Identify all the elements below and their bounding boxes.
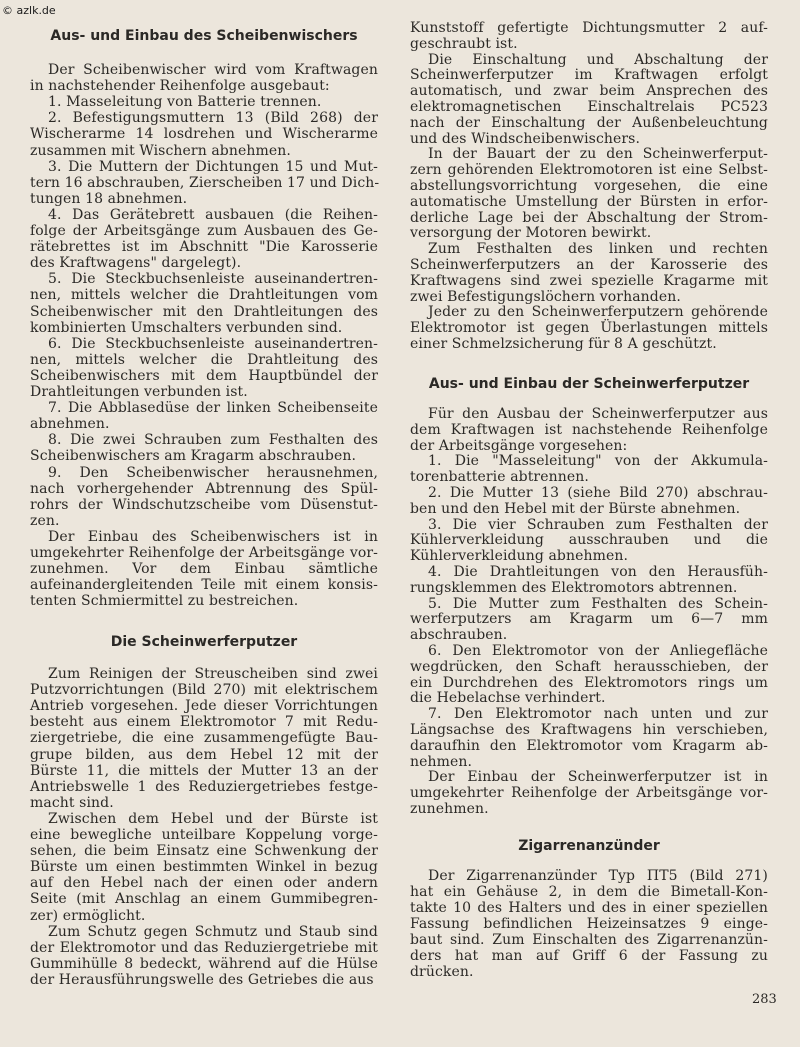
text-line: eine bewegliche unteilbare Koppelung vorge- <box>30 827 378 843</box>
text-line: 1. Masseleitung von Batterie trennen. <box>48 94 322 111</box>
text-line: 3. Die Muttern der Dichtungen 15 und Mut- <box>48 158 378 175</box>
text-line: abschrauben. <box>410 627 508 644</box>
text-line: Scheibenwischers am Kragarm abschrauben. <box>30 448 357 465</box>
text-line: 4. Die Drahtleitungen von den Herausfüh- <box>428 564 768 580</box>
text-line: der Arbeitsgänge vorgesehen: <box>410 437 628 454</box>
text-line: sehen, die beim Einsatz eine Schwenkung der <box>30 843 378 860</box>
text-line: umgekehrter Reihenfolge der Arbeitsgänge vor- <box>30 545 378 561</box>
text-line: automatisch, und zwar beim Ansprechen des <box>410 83 768 100</box>
text-line: und des Windscheibenwischers. <box>410 130 641 147</box>
heading-ausbau-scheinwerferputzer: Aus- und Einbau der Scheinwerferputzer <box>428 376 750 392</box>
text-line: der Elektromotor und das Reduziergetriebe mit <box>30 939 378 956</box>
text-line: nen, mittels welcher die Drahtleitungen vom <box>30 287 378 304</box>
text-line: torenbatterie abtrennen. <box>410 469 589 486</box>
text-line: nach vorhergehender Abtrennung des Spül- <box>30 480 378 497</box>
text-line: 8. Die zwei Schrauben zum Festhalten des <box>48 432 378 449</box>
text-line: nen, mittels welcher die Drahtleitung des <box>30 351 378 368</box>
text-line: tungen 18 abnehmen. <box>30 190 188 207</box>
text-line: ders hat man auf Griff 6 der Fassung zu <box>410 948 768 964</box>
text-line: geschraubt ist. <box>410 35 518 52</box>
text-line: nach der Einschaltung der Außenbeleuchtung <box>410 114 768 131</box>
text-line: baut sind. Zum Einschalten des Zigarrenanzün- <box>410 932 768 948</box>
text-line: In der Bauart der zu den Scheinwerferput- <box>428 146 768 163</box>
text-line: grupe bilden, aus dem Hebel 12 mit der <box>30 746 378 763</box>
text-line: Elektromotor ist gegen Überlastungen mittels <box>410 320 768 337</box>
text-line: Längsachse des Kraftwagens hin verschieben, <box>410 722 768 738</box>
text-line: 6. Die Steckbuchsenleiste auseinandertren- <box>48 335 378 352</box>
heading-scheinwerferputzer: Die Scheinwerferputzer <box>110 634 298 650</box>
text-line: rungsklemmen des Elektromotors abtrennen. <box>410 579 738 596</box>
text-line: zunehmen. <box>410 801 489 817</box>
text-line: hat ein Gehäuse 2, in dem die Bimetall-Kon- <box>410 884 768 900</box>
text-line: Zum Reinigen der Streuscheiben sind zwei <box>48 666 378 682</box>
text-line: Seite (mit Anschlag an einem Gummibegren- <box>30 891 378 908</box>
text-line: Antriebswelle 1 des Reduziergetriebes festge- <box>30 778 378 795</box>
heading-zigarrenanzuender: Zigarrenanzünder <box>518 838 660 854</box>
text-line: wegdrücken, den Schaft herausschieben, der <box>410 658 768 675</box>
text-line: 6. Den Elektromotor von der Anliegefläche <box>428 643 768 659</box>
text-line: des Kraftwagens" dargelegt). <box>30 255 242 272</box>
text-line: nehmen. <box>410 753 473 770</box>
text-line: Antrieb vorgesehen. Jede dieser Vorrichtungen <box>30 698 378 715</box>
text-line: Der Einbau der Scheinwerferputzer ist in <box>428 769 768 786</box>
text-line: zer) ermöglicht. <box>30 907 146 924</box>
text-line: abnehmen. <box>30 416 110 433</box>
text-line: ein Durchdrehen des Elektromotors rings um <box>410 674 768 691</box>
text-line: besteht aus einem Elektromotor 7 mit Redu- <box>30 714 378 731</box>
text-line: 2. Befestigungsmuttern 13 (Bild 268) der <box>48 110 378 127</box>
text-line: Der Scheibenwischer wird vom Kraftwagen <box>48 62 378 78</box>
text-line: kombinierten Umschalters verbunden sind. <box>30 319 343 336</box>
text-line: Zwischen dem Hebel und der Bürste ist <box>48 810 378 827</box>
text-line: Kühlerverkleidung ausschrauben und die <box>410 532 768 549</box>
text-line: Scheinwerferputzer im Kraftwagen erfolgt <box>410 67 768 84</box>
text-line: automatische Umstellung der Bürsten in erfor- <box>410 193 768 210</box>
text-line: 2. Die Mutter 13 (siehe Bild 270) abschrau- <box>428 485 768 501</box>
text-line: elektromagnetischen Einschaltrelais PC523 <box>410 99 768 115</box>
text-line: rätebrettes ist im Abschnitt "Die Karosserie <box>30 239 378 256</box>
text-line: Für den Ausbau der Scheinwerferputzer aus <box>428 406 768 422</box>
text-line: Scheibenwischer mit den Drahtleitungen des <box>30 303 378 320</box>
text-line: ben und den Hebel mit der Bürste abnehmen. <box>410 500 741 517</box>
text-line: in nachstehender Reihenfolge ausgebaut: <box>30 78 330 95</box>
text-line: Zum Festhalten des linken und rechten <box>428 241 768 258</box>
text-line: folge der Arbeitsgänge zum Ausbauen des Ge- <box>30 223 378 239</box>
text-line: Die Einschaltung und Abschaltung der <box>428 51 768 68</box>
text-line: aufeinandergleitenden Teile mit einem konsis- <box>30 577 378 594</box>
text-line: Putzvorrichtungen (Bild 270) mit elektrischem <box>30 682 378 699</box>
text-line: Jeder zu den Scheinwerferputzern gehörende <box>428 304 768 321</box>
text-line: Wischerarme 14 losdrehen und Wischerarme <box>30 126 378 143</box>
text-line: tern 16 abschrauben, Zierscheiben 17 und Dich- <box>30 174 380 191</box>
text-line: tenten Schmiermittel zu bestreichen. <box>30 593 299 610</box>
text-line: 5. Die Mutter zum Festhalten des Schein- <box>428 595 768 612</box>
text-line: einer Schmelzsicherung für 8 A geschützt. <box>410 336 717 352</box>
text-line: Fassung befindlichen Heizeinsatzes 9 einge- <box>410 916 768 932</box>
text-line: zen. <box>30 512 60 529</box>
text-line: Bürste 11, die mittels der Mutter 13 an der <box>30 762 378 779</box>
text-line: werferputzers am Kragarm um 6—7 mm <box>410 611 768 628</box>
text-line: Zum Schutz gegen Schmutz und Staub sind <box>48 923 378 940</box>
text-line: ziergetriebe, die eine zusammengefügte Bau- <box>30 730 378 747</box>
text-line: 5. Die Steckbuchsenleiste auseinandertren- <box>48 271 378 288</box>
text-line: umgekehrter Reihenfolge der Arbeitsgänge vor- <box>410 785 768 802</box>
text-line: 9. Den Scheibenwischer herausnehmen, <box>48 464 378 481</box>
text-line: 3. Die vier Schrauben zum Festhalten der <box>428 516 768 533</box>
text-line: Der Einbau des Scheibenwischers ist in <box>48 528 378 545</box>
heading-scheibenwischer: Aus- und Einbau des Scheibenwischers <box>50 28 358 44</box>
text-line: abstellungsvorrichtung vorgesehen, die eine <box>410 178 768 194</box>
text-line: 1. Die "Masseleitung" von der Akkumula- <box>428 453 768 470</box>
text-line: drücken. <box>410 964 474 980</box>
text-line: zern gehörenden Elektromotoren ist eine Selbst- <box>410 162 768 179</box>
text-line: versorgung der Motoren bewirkt. <box>410 225 652 242</box>
text-line: takte 10 des Halters und des in einer speziellen <box>410 900 768 916</box>
text-line: Gummihülle 8 bedeckt, während auf die Hülse <box>30 955 378 972</box>
text-line: Kraftwagens sind zwei spezielle Kragarme mit <box>410 272 768 289</box>
text-line: Drahtleitungen verbunden ist. <box>30 384 248 400</box>
text-line: die Hebelachse verhindert. <box>410 690 606 707</box>
text-line: Der Zigarrenanzünder Typ ПТ5 (Bild 271) <box>428 868 768 884</box>
text-line: Kühlerverkleidung abnehmen. <box>410 548 629 565</box>
text-line: 4. Das Gerätebrett ausbauen (die Reihen- <box>48 206 378 223</box>
text-line: der Herausführungswelle des Getriebes die aus <box>30 971 374 988</box>
text-line: Bürste um einen bestimmten Winkel in bezug <box>30 859 378 876</box>
text-line: macht sind. <box>30 794 114 811</box>
text-line: dem Kraftwagen ist nachstehende Reihenfolge <box>410 421 768 438</box>
text-line: daraufhin den Elektromotor vom Kragarm ab- <box>410 737 768 754</box>
text-line: zunehmen. Vor dem Einbau sämtliche <box>30 561 378 578</box>
text-line: derliche Lage bei der Abschaltung der Strom- <box>410 209 768 226</box>
text-line: auf den Hebel nach der einen oder andern <box>30 875 378 892</box>
text-line: Kunststoff gefertigte Dichtungsmutter 2 auf- <box>410 20 768 36</box>
watermark: © azlk.de <box>2 4 56 17</box>
text-line: Scheinwerferputzers an der Karosserie des <box>410 257 768 273</box>
text-line: zusammen mit Wischern abnehmen. <box>30 142 291 159</box>
text-line: rohrs der Windschutzscheibe vom Düsenstut- <box>30 496 378 513</box>
text-line: 7. Die Abblasedüse der linken Scheibenseite <box>48 400 378 417</box>
text-line: zwei Befestigungslöchern vorhanden. <box>410 288 681 305</box>
text-line: Scheibenwischers mit dem Hauptbündel der <box>30 367 378 384</box>
page-number: 283 <box>752 992 777 1007</box>
text-line: 7. Den Elektromotor nach unten und zur <box>428 706 768 723</box>
